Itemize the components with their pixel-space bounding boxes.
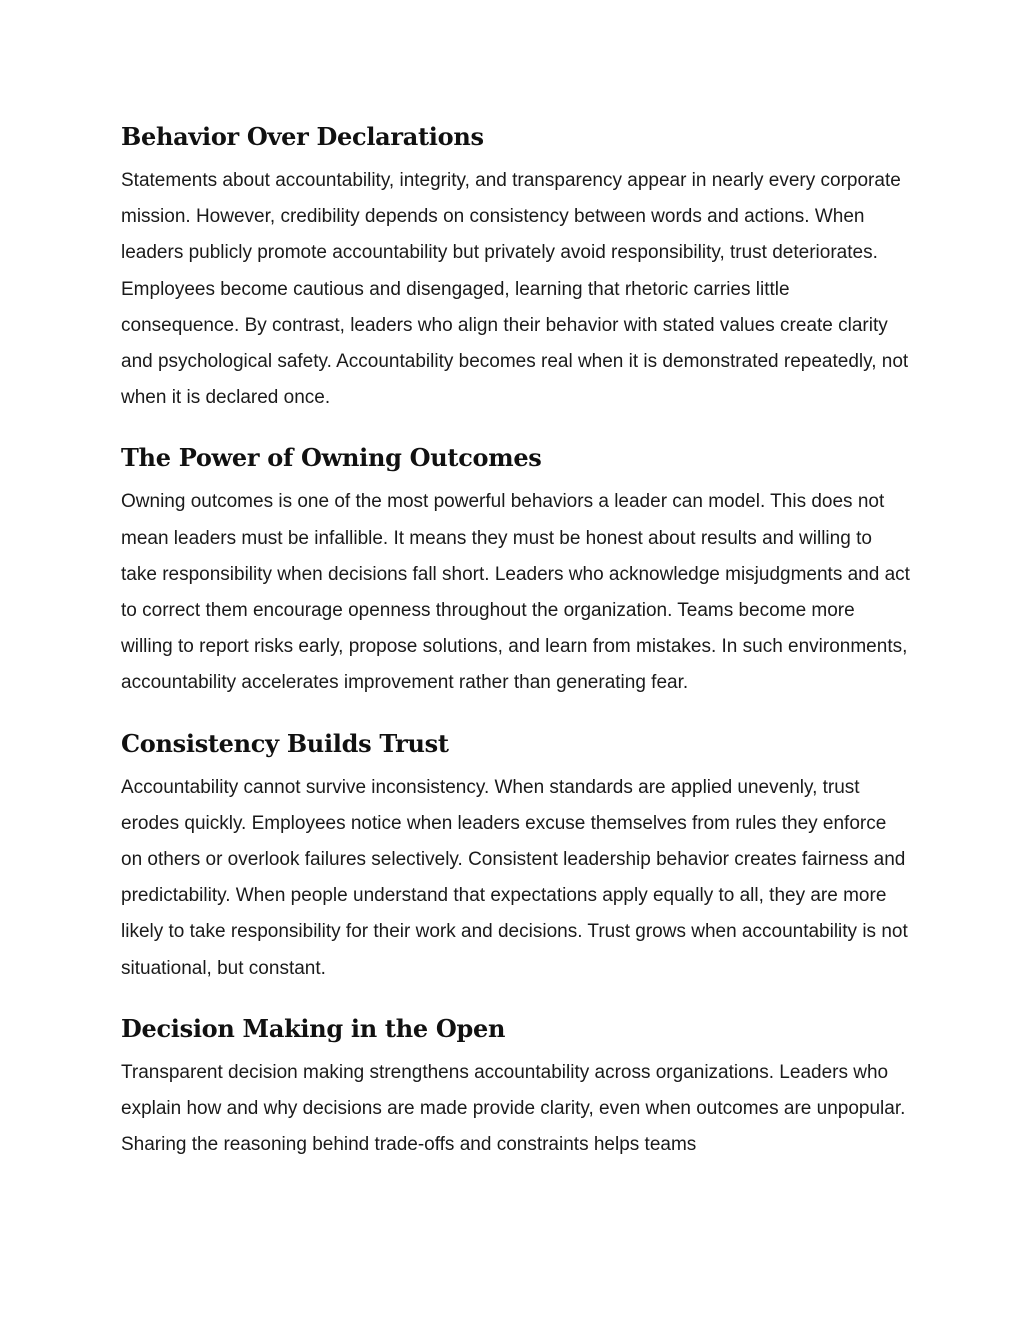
document-page — [121, 117, 911, 1185]
section-consistency-builds-trust — [121, 724, 911, 987]
section-body: Owning outcomes is one of the most powerful behaviors a leader can model. This does not mean leaders must be infallible. It means they must be honest about results and willing to take responsibility when decisions fall short. Leaders who acknowledge misjudgments and act to correct them encourage openness throughout the organization. Teams become more willing to report risks early, propose solutions, and learn from mistakes. In such environments, accountability accelerates improvement rather than generating fear. — [121, 491, 910, 694]
section-body: Accountability cannot survive inconsistency. When standards are applied unevenly, trust erodes quickly. Employees notice when leaders excuse themselves from rules they enforce on others or overlook failures selectively. Consistent leadership behavior creates fairness and predictability. When people understand that expectations apply equally to all, they are more likely to take responsibility for their work and decisions. Trust grows when accountability is not situational, but constant. — [121, 776, 908, 979]
section-heading: Decision Making in the Open — [121, 1013, 506, 1043]
section-power-of-owning-outcomes — [121, 438, 911, 701]
section-behavior-over-declarations — [121, 117, 911, 416]
section-decision-making-in-the-open — [121, 1009, 911, 1164]
section-heading: Behavior Over Declarations — [121, 122, 484, 151]
section-body: Transparent decision making strengthens accountability across organizations. Leaders who explain how and why decisions are made provide clarity, even when outcomes are unpopular. Sharing the reasoning behind trade-offs and constraints helps teams — [121, 1061, 906, 1156]
section-heading: Consistency Builds Trust — [121, 728, 449, 758]
section-heading: The Power of Owning Outcomes — [121, 443, 542, 473]
section-body: Statements about accountability, integrity, and transparency appear in nearly every corporate mission. However, credibility depends on consistency between words and actions. When leaders publicly promote accountability but privately avoid responsibility, trust deteriorates. Employees become cautious and disengaged, learning that rhetoric carries little consequence. By contrast, leaders who align their behavior with stated values create clarity and psychological safety. Accountability becomes real when it is demonstrated repeatedly, not when it is declared once. — [121, 170, 909, 409]
